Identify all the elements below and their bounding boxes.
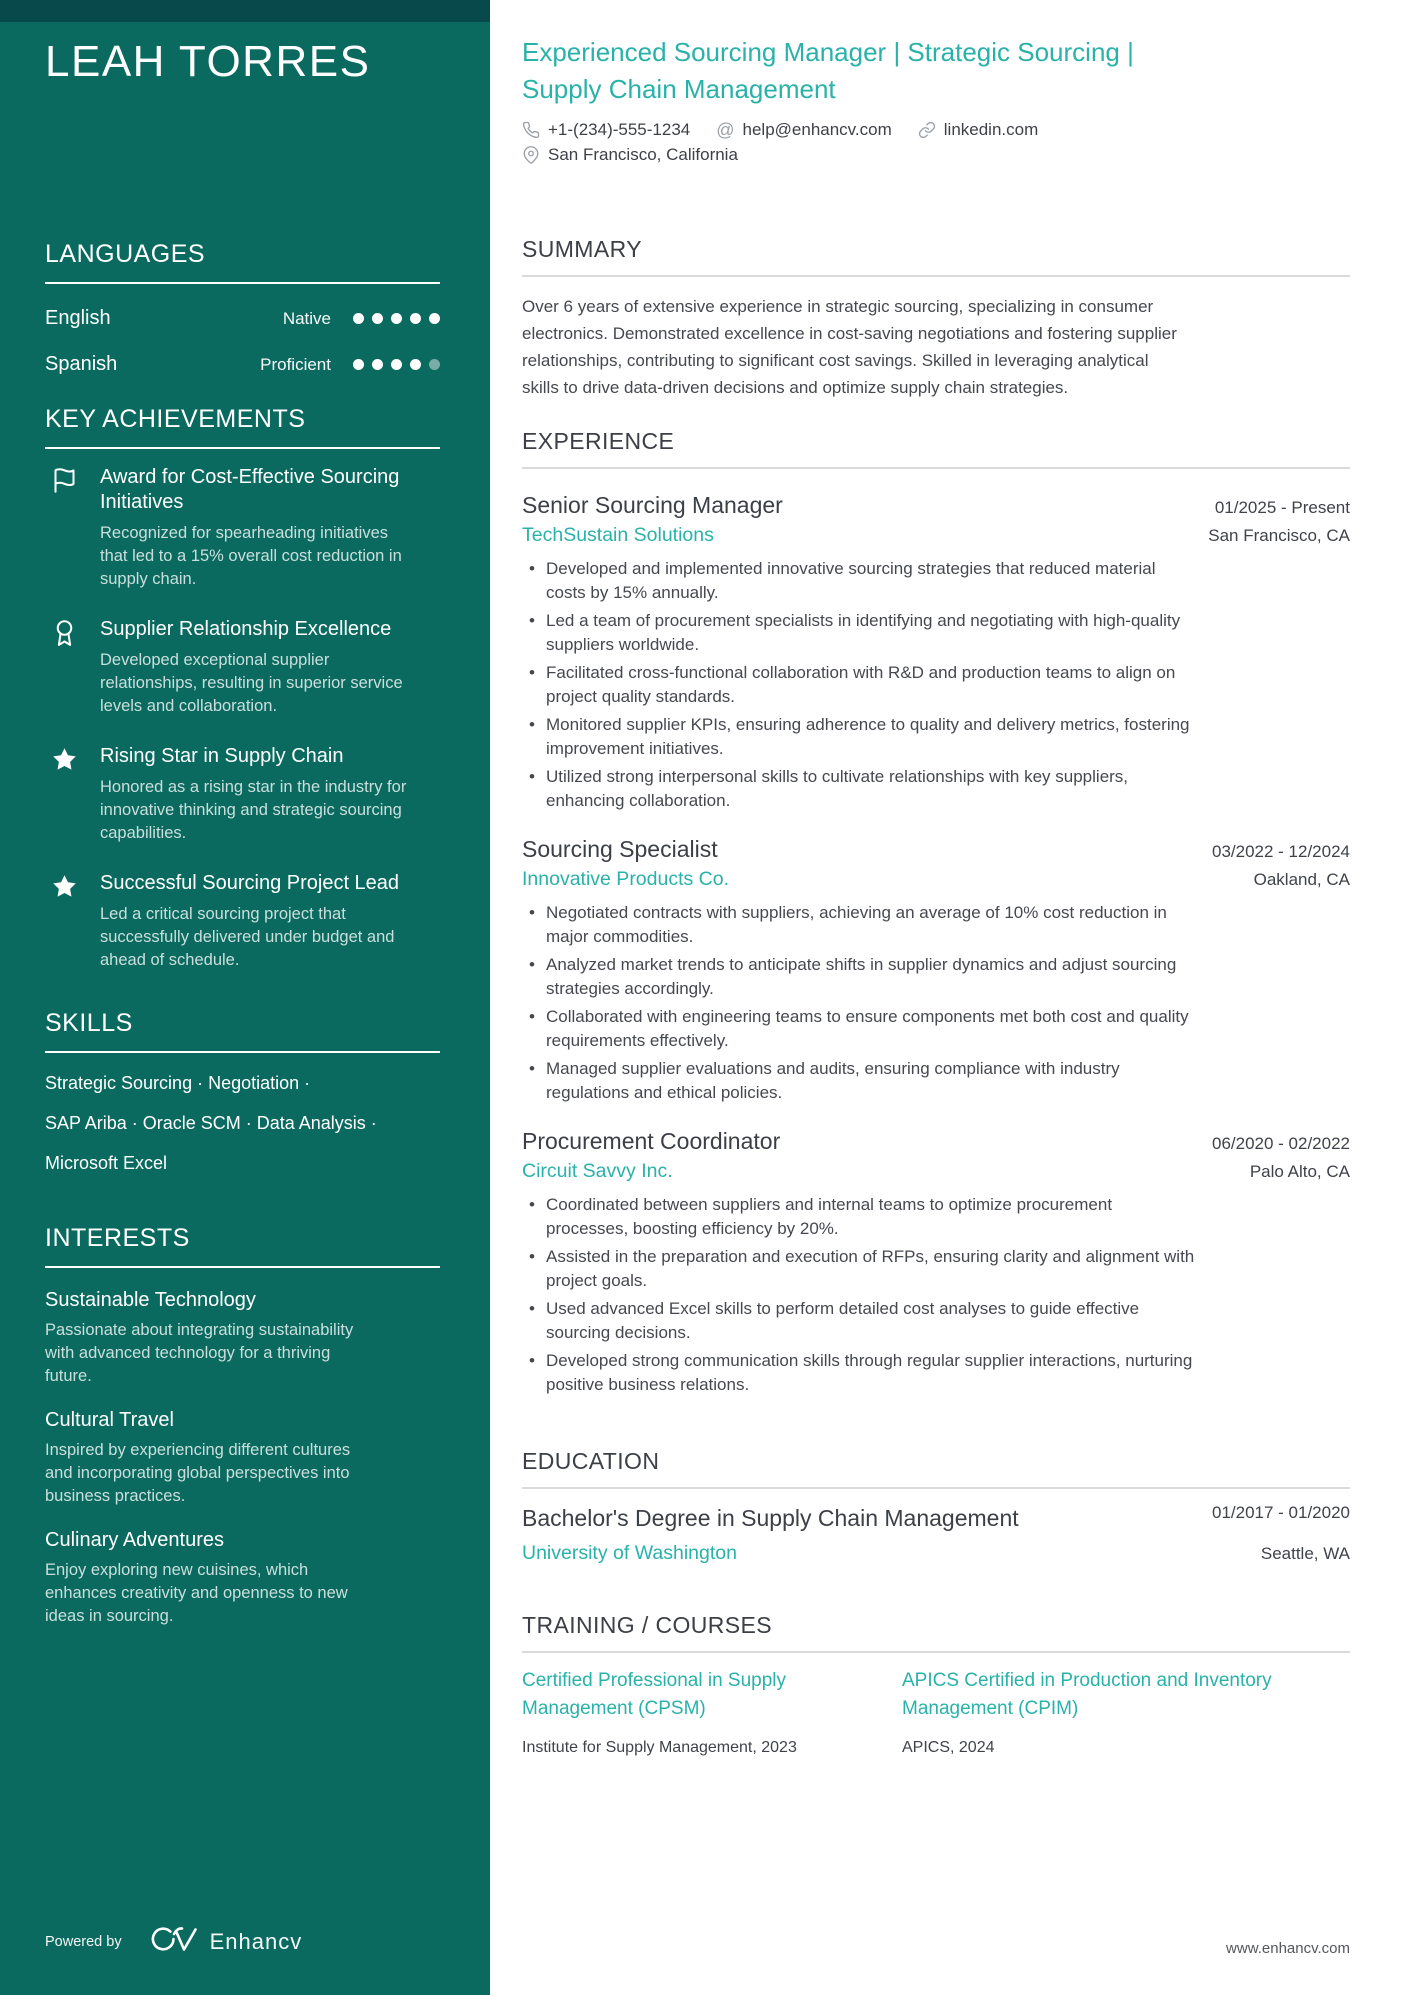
contact-info (522, 120, 1350, 165)
contact-location (522, 145, 738, 165)
skills-line: Microsoft Excel (45, 1153, 168, 1173)
level-dot (353, 359, 364, 370)
language-name: Spanish (45, 353, 118, 375)
phone-icon (522, 121, 540, 139)
level-dot (429, 313, 440, 324)
job-bullet: • Developed and implemented innovative sourcing strategies that reduced material costs by 15% annually. (522, 557, 1196, 605)
interest-description: Inspired by experiencing different cultures and incorporating global perspectives into business practices. (45, 1441, 351, 1505)
star-icon (51, 746, 78, 773)
at-icon: @ (716, 120, 735, 140)
level-dot (391, 313, 402, 324)
job-entry (522, 835, 1350, 1105)
contact-email (716, 120, 892, 140)
level-dot (391, 359, 402, 370)
achievement-title: Rising Star in Supply Chain (100, 745, 344, 767)
contact-phone (522, 120, 690, 140)
interests-section (45, 1223, 440, 1628)
interest-description: Enjoy exploring new cuisines, which enhances creativity and openness to new ideas in sourcing. (45, 1561, 348, 1625)
achievement-description: Developed exceptional supplier relationships, resulting in superior service levels and collaboration. (100, 651, 403, 715)
achievement-description: Led a critical sourcing project that successfully delivered under budget and ahead of schedule. (100, 905, 395, 969)
page-title-line: Supply Chain Management (522, 74, 836, 104)
job-title: Senior Sourcing Manager (522, 492, 783, 518)
course-item (522, 1667, 872, 1757)
job-dates: 06/2020 - 02/2022 (1211, 1134, 1350, 1153)
level-dot (353, 313, 364, 324)
star-icon (51, 873, 78, 900)
interest-title: Culinary Adventures (45, 1529, 224, 1551)
languages-section (45, 239, 440, 376)
location-text: San Francisco, California (548, 145, 738, 164)
contact-website (918, 120, 1039, 140)
summary-section (522, 235, 1350, 401)
job-bullet: • Managed supplier evaluations and audits, ensuring compliance with industry regulations and ethical policies. (522, 1057, 1196, 1105)
job-company: TechSustain Solutions (522, 524, 714, 546)
flag-icon (51, 467, 78, 494)
enhancv-logo[interactable] (150, 1922, 198, 1961)
interests-heading: INTERESTS (45, 1223, 440, 1268)
level-dot (372, 359, 383, 370)
enhancv-site-url[interactable]: www.enhancv.com (1226, 1940, 1350, 1957)
achievement-description: Recognized for spearheading initiatives that led to a 15% overall cost reduction in supply chain. (100, 524, 402, 588)
job-bullets (522, 901, 1350, 1105)
course-organization: APICS, 2024 (902, 1739, 995, 1756)
course-item (902, 1667, 1350, 1757)
sidebar-top-accent-bar (0, 0, 490, 22)
skills-section (45, 1008, 440, 1183)
achievements-heading: KEY ACHIEVEMENTS (45, 404, 440, 449)
job-bullet: • Collaborated with engineering teams to ensure components met both cost and quality requirements effectively. (522, 1005, 1196, 1053)
job-dates: 03/2022 - 12/2024 (1211, 842, 1350, 861)
page-title (522, 34, 1350, 108)
main-column (490, 0, 1410, 1995)
level-dot (372, 313, 383, 324)
language-level-dots (353, 359, 440, 370)
job-bullets (522, 557, 1350, 813)
language-name: English (45, 307, 111, 329)
level-dot (410, 313, 421, 324)
powered-by-footer (45, 1922, 302, 1961)
interest-item (45, 1288, 440, 1388)
language-level: Native (282, 308, 331, 328)
job-bullet: • Led a team of procurement specialists in identifying and negotiating with high-quality suppliers worldwide. (522, 609, 1196, 657)
job-title: Sourcing Specialist (522, 836, 718, 862)
job-bullet: • Monitored supplier KPIs, ensuring adherence to quality and delivery metrics, fostering improvement initiatives. (522, 713, 1196, 761)
language-level-dots (353, 313, 440, 324)
education-location: Seattle, WA (1260, 1544, 1350, 1563)
skills-line: Strategic Sourcing · Negotiation · (45, 1073, 311, 1093)
enhancv-brand-name[interactable]: Enhancv (209, 1928, 303, 1954)
training-section (522, 1611, 1350, 1757)
job-location: Palo Alto, CA (1249, 1162, 1350, 1181)
course-organization: Institute for Supply Management, 2023 (522, 1739, 797, 1756)
achievement-title: Award for Cost-Effective Sourcing Initiatives (100, 466, 400, 513)
job-bullet: • Developed strong communication skills through regular supplier interactions, nurturing positive business relations. (522, 1349, 1196, 1397)
course-title: Certified Professional in Supply Management (CPSM) (522, 1670, 787, 1719)
job-bullet: • Negotiated contracts with suppliers, achieving an average of 10% cost reduction in major commodities. (522, 901, 1196, 949)
education-heading: EDUCATION (522, 1447, 1350, 1489)
interest-title: Cultural Travel (45, 1409, 174, 1431)
summary-heading: SUMMARY (522, 235, 1350, 277)
job-bullet: • Utilized strong interpersonal skills to cultivate relationships with key suppliers, enhancing collaboration. (522, 765, 1196, 813)
achievement-item (45, 871, 440, 972)
education-dates: 01/2017 - 01/2020 (1211, 1503, 1350, 1522)
language-level: Proficient (260, 354, 331, 374)
job-location: Oakland, CA (1253, 870, 1350, 889)
powered-by-label: Powered by (45, 1933, 122, 1950)
job-bullet: • Coordinated between suppliers and internal teams to optimize procurement processes, boosting efficiency by 20%. (522, 1193, 1196, 1241)
languages-heading: LANGUAGES (45, 239, 440, 284)
job-entry (522, 1127, 1350, 1397)
email-address[interactable]: help@enhancv.com (742, 120, 892, 139)
achievement-item (45, 744, 440, 845)
skills-line: SAP Ariba · Oracle SCM · Data Analysis · (45, 1113, 377, 1133)
skills-list (45, 1063, 440, 1183)
website-url[interactable]: linkedin.com (943, 120, 1039, 139)
job-company: Innovative Products Co. (522, 868, 730, 890)
achievement-description: Honored as a rising star in the industry for innovative thinking and strategic sourcing capabilities. (100, 778, 407, 842)
skills-heading: SKILLS (45, 1008, 440, 1053)
job-title: Procurement Coordinator (522, 1128, 781, 1154)
interest-description: Passionate about integrating sustainability with advanced technology for a thriving future. (45, 1321, 354, 1385)
summary-text: Over 6 years of extensive experience in strategic sourcing, specializing in consumer electronics. Demonstrated excellence in cost-saving negotiations and fostering supplier relationships, contributing to significant cost savings. Skilled in leveraging analytical skills to drive data-driven decisions and optimize supply chain strategies. (522, 297, 1177, 397)
training-heading: TRAINING / COURSES (522, 1611, 1350, 1653)
course-title: APICS Certified in Production and Inventory Management (CPIM) (902, 1670, 1272, 1719)
level-dot (429, 359, 440, 370)
job-location: San Francisco, CA (1208, 526, 1350, 545)
education-section (522, 1447, 1350, 1565)
achievements-section (45, 404, 440, 972)
medal-icon (51, 619, 78, 646)
link-icon (918, 121, 936, 139)
phone-number[interactable]: +1-(234)-555-1234 (548, 120, 691, 139)
interest-title: Sustainable Technology (45, 1289, 256, 1311)
location-pin-icon (522, 146, 540, 164)
job-entry (522, 491, 1350, 813)
achievement-item (45, 617, 440, 718)
level-dot (410, 359, 421, 370)
job-bullet: • Analyzed market trends to anticipate shifts in supplier dynamics and adjust sourcing strategies accordingly. (522, 953, 1196, 1001)
job-company: Circuit Savvy Inc. (522, 1160, 673, 1182)
language-row (45, 307, 440, 330)
achievement-title: Successful Sourcing Project Lead (100, 872, 400, 894)
candidate-name: LEAH TORRES (45, 37, 371, 86)
experience-section (522, 427, 1350, 1397)
sidebar (0, 0, 490, 1995)
job-bullet: • Assisted in the preparation and execution of RFPs, ensuring clarity and alignment with project goals. (522, 1245, 1196, 1293)
job-dates: 01/2025 - Present (1214, 498, 1350, 517)
experience-heading: EXPERIENCE (522, 427, 1350, 469)
interest-item (45, 1528, 440, 1628)
achievement-item (45, 465, 440, 591)
job-bullet: • Used advanced Excel skills to perform detailed cost analyses to guide effective sourcing decisions. (522, 1297, 1196, 1345)
job-bullets (522, 1193, 1350, 1397)
interest-item (45, 1408, 440, 1508)
page-title-line: Experienced Sourcing Manager | Strategic Sourcing | (522, 37, 1134, 67)
language-row (45, 353, 440, 376)
degree-title: Bachelor's Degree in Supply Chain Management (522, 1505, 1019, 1531)
school-name: University of Washington (522, 1542, 737, 1564)
job-bullet: • Facilitated cross-functional collaboration with R&D and production teams to align on project quality standards. (522, 661, 1196, 709)
achievement-title: Supplier Relationship Excellence (100, 618, 392, 640)
